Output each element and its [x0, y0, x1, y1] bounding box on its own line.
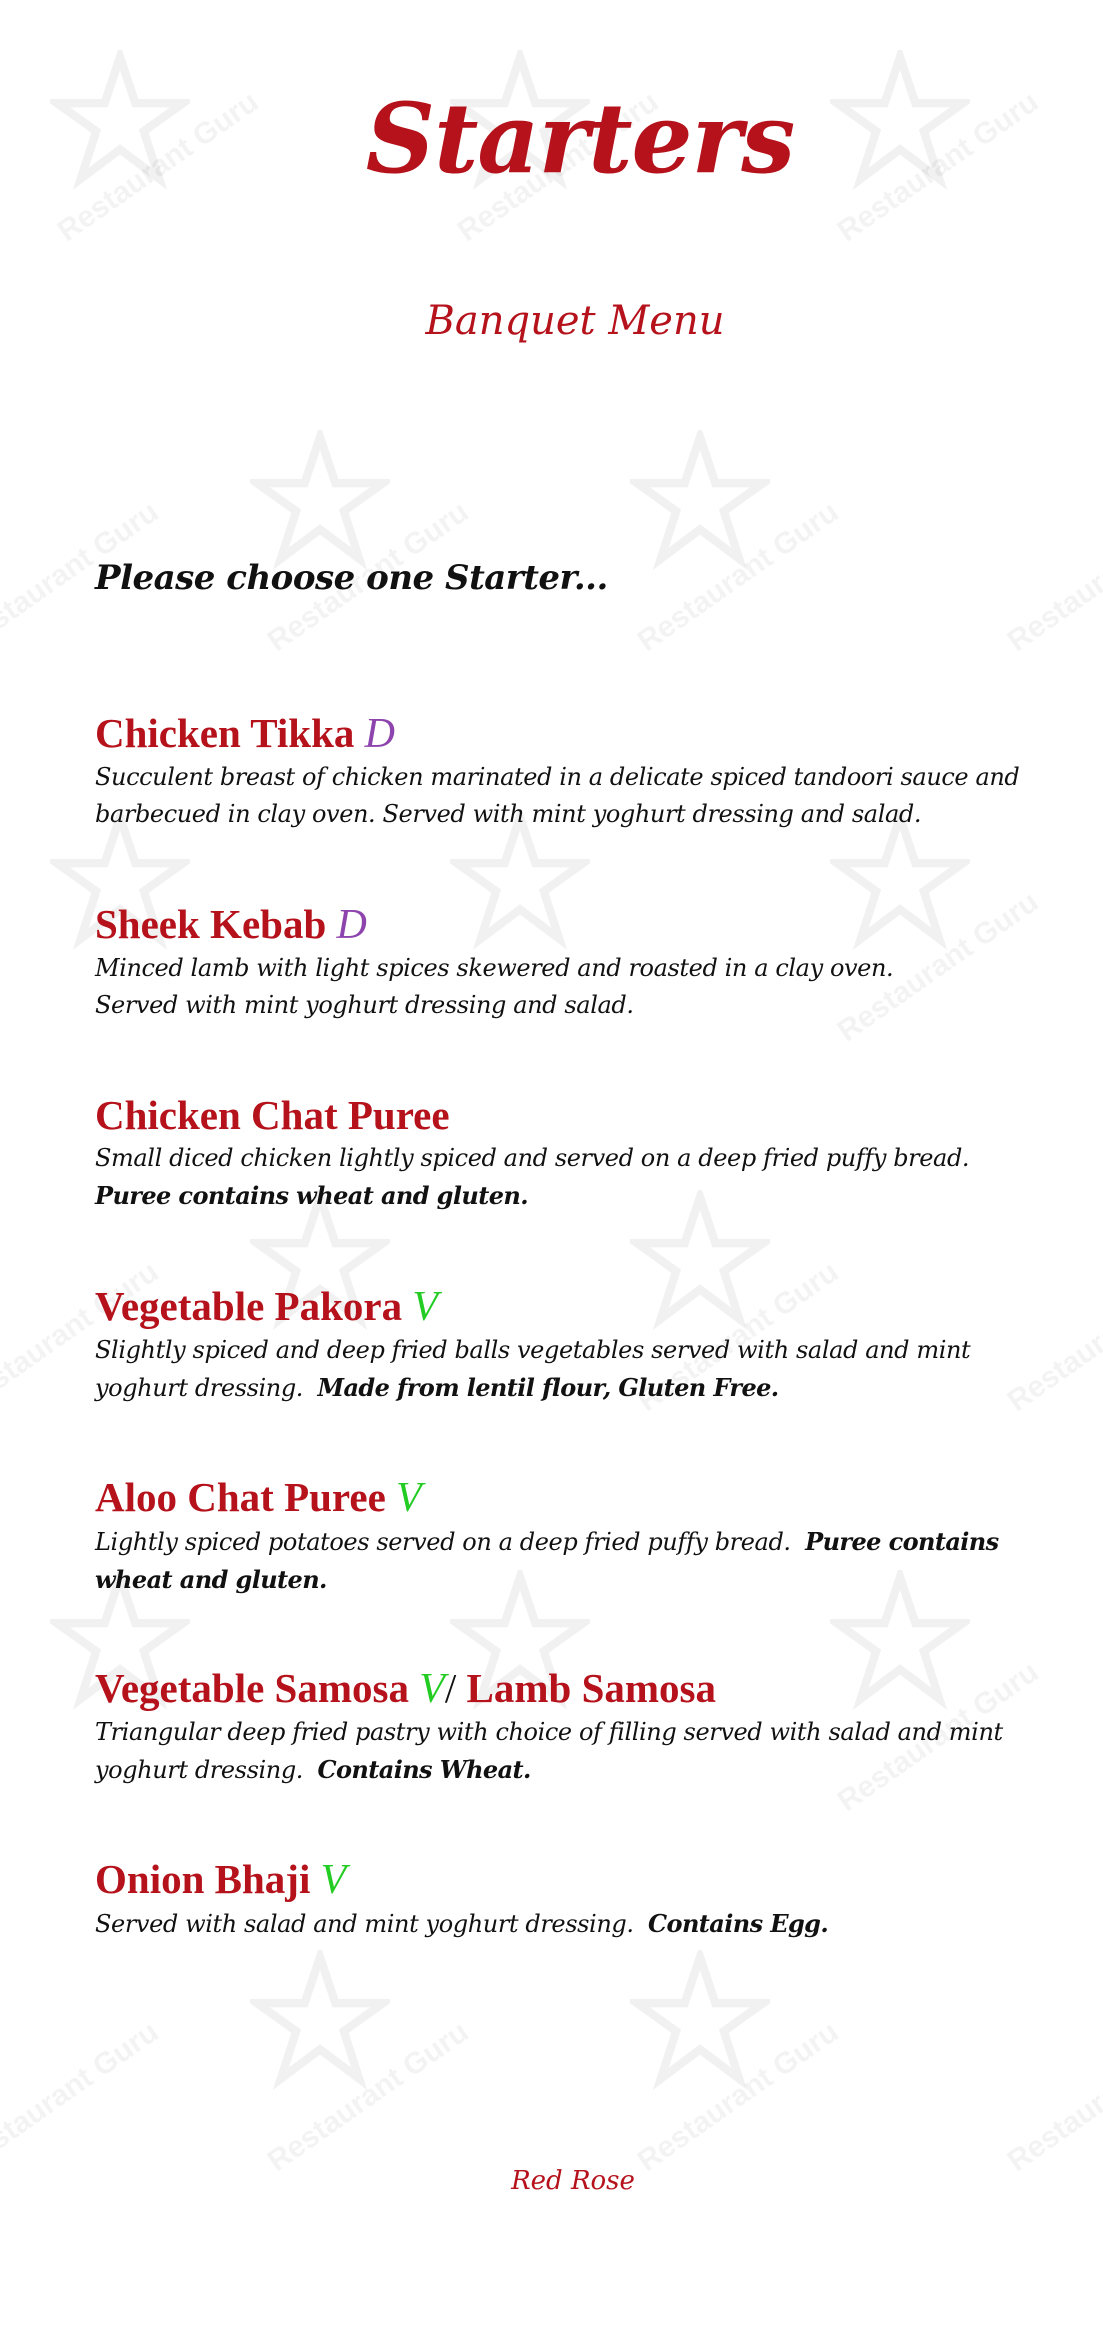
vegetarian-tag: V — [320, 1857, 347, 1903]
allergen-note: Puree contains wheat and gluten. — [95, 1181, 528, 1210]
menu-item-samosa — [95, 1663, 1045, 1854]
description-line: Lightly spiced potatoes served on a deep fried puffy bread. — [95, 1528, 791, 1556]
item-title — [95, 899, 1045, 950]
menu-item-onion-bhaji — [95, 1854, 1045, 2045]
page-title: Starters — [365, 82, 795, 195]
item-name-alt: Lamb Samosa — [466, 1665, 716, 1711]
description-line: Served with mint yoghurt dressing and salad. — [95, 991, 634, 1019]
allergen-note: Contains Wheat. — [317, 1755, 531, 1784]
menu-item-chicken-tikka — [95, 708, 1045, 899]
intro-text: Please choose one Starter... — [95, 558, 608, 598]
item-title — [95, 1090, 1045, 1140]
item-description — [95, 1332, 1045, 1407]
item-name: Vegetable Samosa — [95, 1665, 409, 1711]
description-line: Triangular deep fried pastry with choice of filling served with salad and mint — [95, 1718, 1003, 1746]
menu-subtitle: Banquet Menu — [425, 298, 725, 344]
item-title — [95, 1281, 1045, 1332]
description-line: barbecued in clay oven. Served with mint yoghurt dressing and salad. — [95, 800, 922, 828]
description-line: yoghurt dressing. — [95, 1756, 304, 1784]
starter-list — [95, 708, 1045, 2045]
item-name: Chicken Chat Puree — [95, 1092, 450, 1138]
description-line: Succulent breast of chicken marinated in a delicate spiced tandoori sauce and — [95, 763, 1020, 791]
star-fork-icon — [630, 430, 770, 570]
vegetarian-tag: V — [412, 1284, 438, 1330]
dairy-tag: D — [364, 711, 396, 757]
item-description — [95, 759, 1045, 833]
description-line: Slightly spiced and deep fried balls vegetables served with salad and mint — [95, 1336, 971, 1364]
menu-item-aloo-chat-puree — [95, 1472, 1045, 1663]
vegetarian-tag: V — [419, 1666, 445, 1712]
menu-item-vegetable-pakora — [95, 1281, 1045, 1472]
description-line: Minced lamb with light spices skewered and roasted in a clay oven. — [95, 954, 894, 982]
item-name: Onion Bhaji — [95, 1856, 311, 1902]
watermark-text — [632, 495, 845, 659]
item-name: Aloo Chat Puree — [95, 1474, 386, 1520]
description-line: Small diced chicken lightly spiced and served on a deep fried puffy bread. — [95, 1144, 970, 1172]
separator: / — [444, 1665, 457, 1711]
restaurant-name-footer: Red Rose — [511, 2166, 635, 2196]
allergen-note: Contains Egg. — [648, 1909, 829, 1938]
description-line: Served with salad and mint yoghurt dressing. — [95, 1910, 634, 1938]
item-name: Chicken Tikka — [95, 710, 355, 756]
menu-item-chicken-chat-puree — [95, 1090, 1045, 1281]
item-description — [95, 1905, 1045, 1943]
item-description — [95, 950, 1045, 1024]
watermark-text — [1002, 495, 1103, 659]
item-description — [95, 1140, 1045, 1215]
menu-item-sheek-kebab — [95, 899, 1045, 1090]
item-description — [95, 1523, 1045, 1599]
allergen-note: wheat and gluten. — [95, 1565, 327, 1594]
star-fork-icon — [250, 430, 390, 570]
item-title — [95, 1854, 1045, 1905]
item-title — [95, 708, 1045, 759]
item-name: Vegetable Pakora — [95, 1283, 403, 1329]
allergen-note: Made from lentil flour, Gluten Free. — [317, 1373, 779, 1402]
vegetarian-tag: V — [396, 1475, 422, 1521]
dairy-tag: D — [336, 902, 367, 948]
allergen-note: Puree contains — [805, 1527, 999, 1556]
item-title — [95, 1663, 1045, 1714]
item-name: Sheek Kebab — [95, 901, 327, 947]
description-line: yoghurt dressing. — [95, 1374, 304, 1402]
item-description — [95, 1714, 1045, 1789]
item-title — [95, 1472, 1045, 1523]
